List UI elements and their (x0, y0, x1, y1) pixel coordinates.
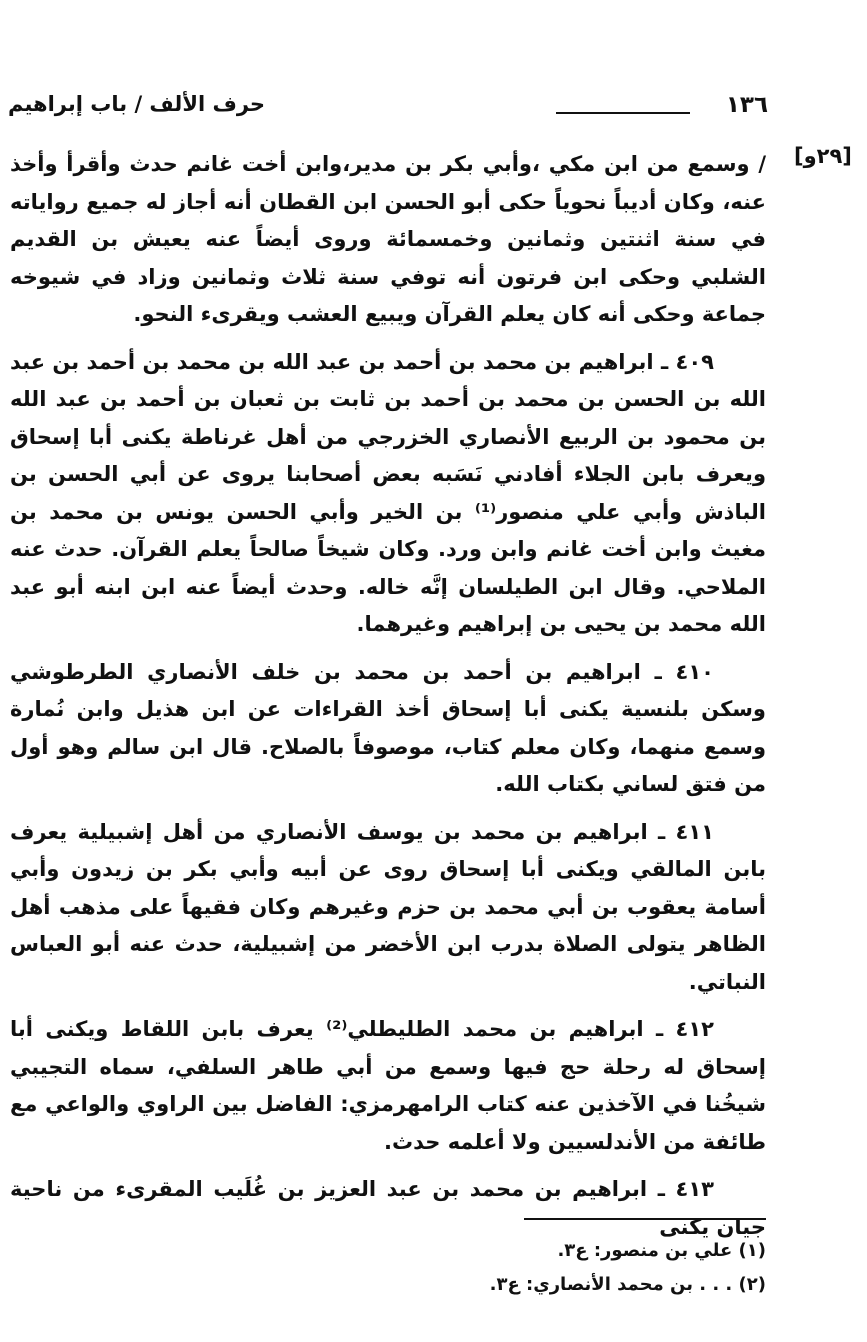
entry-411: ٤١١ ـ ابراهيم بن محمد بن يوسف الأنصاري من أهل إشبيلية يعرف بابن المالقي ويكنى أبا إسحاق روى عن أبيه وأبي بكر بن زيدون وأبي أسامة يعقوب بن أبي محمد بن حزم وغيرهم وكان فقيهاً على مذهب أهل الظاهر يتولى الصلاة بدرب ابن الأخضر من إشبيلية، حدث عنه أبو العباس النباتي. (10, 819, 766, 994)
entry-412: ٤١٢ ـ ابراهيم بن محمد الطليطلي⁽²⁾ يعرف بابن اللقاط ويكنى أبا إسحاق له رحلة حج فيها وسمع من أبي طاهر السلفي، سماه التجيبي شيخُنا في الآخذين عنه كتاب الرامهرمزي: الفاضل بين الراوي والواعي مع طائفة من الأندلسيين ولا أعلمه حدث. (10, 1017, 766, 1154)
page-number: ١٣٦ (725, 92, 768, 118)
entry-409: ٤٠٩ ـ ابراهيم بن محمد بن أحمد بن عبد الله بن محمد بن أحمد بن عبد الله بن الحسن بن محمد بن أحمد بن ثابت بن ثعبان بن أحمد بن عبد الله بن محمود بن الربيع الأنصاري الخزرجي من أهل غرناطة يكنى أبا إسحاق ويعرف بابن الجلاء أفادني نَسَبه بعض أصحابنا يروى عن أبي الحسن بن الباذش وأبي علي منصور⁽¹⁾ بن الخير وأبي الحسن يونس بن محمد بن مغيث وابن أخت غانم وابن ورد. وكان شيخاً صالحاً يعلم القرآن. حدث عنه الملاحي. وقال ابن الطيلسان إنَّه خاله. وحدث أيضاً عنه ابن ابنه أبو عبد الله محمد بن يحيى بن إبراهيم وغيرهما. (10, 349, 766, 636)
entry-413: ٤١٣ ـ ابراهيم بن محمد بن عبد العزيز بن غُلَيب المقرىء من ناحية جيان يكنى (10, 1177, 766, 1239)
paragraph-continuation: / وسمع من ابن مكي ،وأبي بكر بن مدير،وابن أخت غانم حدث وأقرأ وأخذ عنه، وكان أديباً نحوياً حكى أبو الحسن ابن القطان أنه أجاز له جميع رواياته في سنة اثنتين وثمانين وخمسمائة وروى أيضاً عنه يعيش بن القديم الشلبي وحكى ابن فرتون أنه توفي سنة ثلاث وثمانين وزاد في شيوخه جماعة وحكى أنه كان يعلم القرآن ويبيع العشب ويقرىء النحو. (10, 152, 766, 326)
footnotes (300, 1234, 766, 1302)
chapter-title: حرف الألف / باب إبراهيم (8, 92, 266, 116)
main-text (10, 146, 766, 1256)
entry-410: ٤١٠ ـ ابراهيم بن أحمد بن محمد بن خلف الأنصاري الطرطوشي وسكن بلنسية يكنى أبا إسحاق أخذ القراءات عن ابن هذيل وابن نُمارة وسمع منهما، وكان معلم كتاب، موصوفاً بالصلاح. قال ابن سالم وهو أول من فتق لساني بكتاب الله. (10, 659, 766, 796)
footnote-2: (٢) . . . بن محمد الأنصاري: ع٣. (489, 1274, 766, 1295)
header-rule (556, 112, 690, 114)
running-header (8, 86, 768, 126)
folio-margin-note: [٢٩و] (794, 144, 852, 168)
footnote-1: (١) علي بن منصور: ع٣. (557, 1240, 766, 1261)
footnote-rule (524, 1218, 766, 1220)
